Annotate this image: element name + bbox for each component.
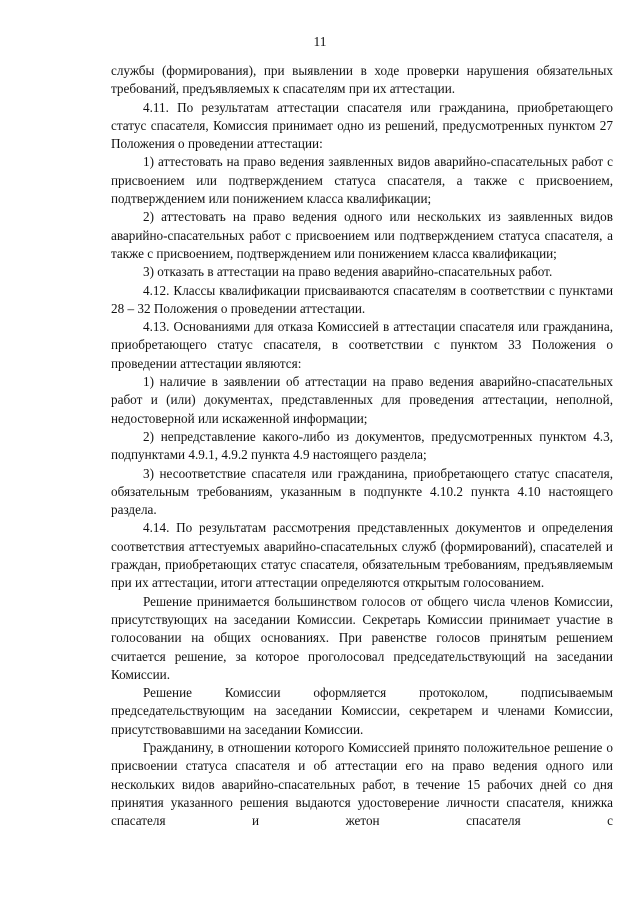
document-body (111, 62, 613, 830)
paragraph-4-13-item-1: 1) наличие в заявлении об аттестации на право ведения аварийно-спасательных работ и (или) документах, представленных для проведения аттестации, неполной, недостоверной или искаженной информации; (111, 374, 613, 426)
paragraph-4-11-item-3: 3) отказать в аттестации на право ведения аварийно-спасательных работ. (143, 264, 553, 280)
paragraph-decision-protocol: Решение Комиссии оформляется протоколом, подписываемым председательствующим на заседании Комиссии, секретарем и членами Комиссии, присутствовавшими на заседании Комиссии. (111, 685, 613, 737)
paragraph-4-13-item-3: 3) несоответствие спасателя или гражданина, приобретающего статус спасателя, обязательным требованиям, указанным в подпункте 4.10.2 пункта 4.10 настоящего раздела. (111, 465, 613, 518)
paragraph-citizen-documents: Гражданину, в отношении которого Комиссией принято положительное решение о присвоении статуса спасателя и об аттестации его на право ведения одного или нескольких видов аварийно-спасательных работ, в течение 15 рабочих дней со дня принятия указанного решения выдаются удостоверение личности спасателя, книжка спасателя и жетон спасателя с (111, 739, 613, 829)
paragraph-4-11: 4.11. По результатам аттестации спасателя или гражданина, приобретающего статус спасателя, Комиссия принимает одно из решений, предусмотренных пунктом 27 Положения о проведении аттестации: (111, 99, 613, 152)
paragraph-4-11-item-2: 2) аттестовать на право ведения одного или нескольких из заявленных видов аварийно-спасательных работ с присвоением или подтверждением статуса спасателя, а также с присвоением, подтверждением или понижением класса квалификации; (111, 209, 613, 261)
paragraph-1: службы (формирования), при выявлении в ходе проверки нарушения обязательных требований, предъявляемых к спасателям при их аттестации. (111, 63, 613, 97)
paragraph-decision-voting: Решение принимается большинством голосов от общего числа членов Комиссии, присутствующих на заседании Комиссии. Секретарь Комиссии принимает участие в голосовании на общих основаниях. При равенстве голосов принятым решением считается решение, за которое проголосовал председательствующий на заседании Комиссии. (111, 593, 613, 682)
paragraph-4-11-item-1: 1) аттестовать на право ведения заявленных видов аварийно-спасательных работ с присвоением или подтверждением статуса спасателя, а также с присвоением, подтверждением или понижением класса квалификации; (111, 154, 613, 207)
page-number: 11 (313, 34, 327, 49)
paragraph-4-13: 4.13. Основаниями для отказа Комиссией в аттестации спасателя или гражданина, приобретающего статус спасателя, в соответствии с пунктом 33 Положения о проведении аттестации являются: (111, 319, 613, 371)
paragraph-4-13-item-2: 2) непредставление какого-либо из документов, предусмотренных пунктом 4.3, подпунктами 4.9.1, 4.9.2 пункта 4.9 настоящего раздела; (111, 428, 613, 463)
paragraph-4-12: 4.12. Классы квалификации присваиваются спасателям в соответствии с пунктами 28 – 32 Положения о проведении аттестации. (111, 282, 613, 316)
paragraph-4-14: 4.14. По результатам рассмотрения представленных документов и определения соответствия аттестуемых аварийно-спасательных служб (формирований), спасателей и граждан, приобретающих статус спасателя, обязательным требованиям, предъявляемым при их аттестации, итоги аттестации определяются открытым голосованием. (111, 520, 613, 591)
